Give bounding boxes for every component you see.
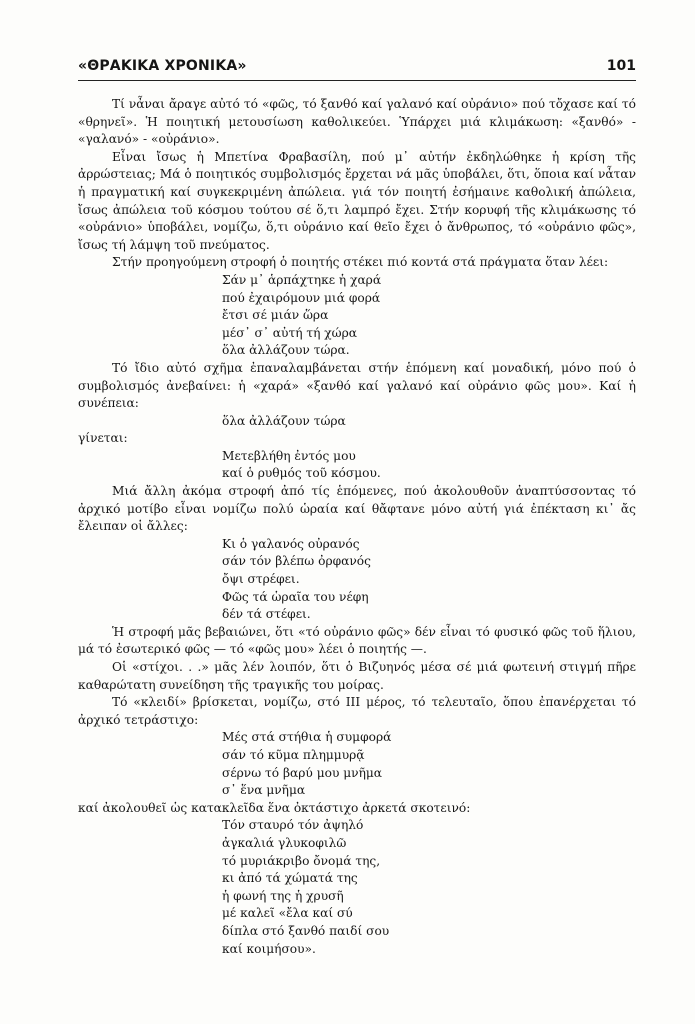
paragraph: Τό ἴδιο αὐτό σχῆμα ἐπαναλαμβάνεται στήν ἑπόμενη καί μοναδική, μόνο πού ὁ συμβολισμός ἀνεβαίνει: ἡ «χαρά» «ξανθό καί γαλανό καί οὐράνιο φῶς μου». Καί ἡ συνέπεια:: [78, 360, 636, 411]
verse-block: [78, 817, 636, 958]
verse-line: καί ὁ ρυθμός τοῦ κόσμου.: [222, 466, 381, 481]
paragraph: Τό «κλειδί» βρίσκεται, νομίζω, στό ΙΙΙ μέρος, τό τελευταῖο, ὅπου ἐπανέρχεται τό ἀρχικό τετράστιχο:: [78, 695, 636, 727]
verse-line: ἔτσι σέ μιάν ὥρα: [222, 308, 329, 323]
verse-line: ὅλα ἀλλάζουν τώρα: [222, 413, 346, 428]
verse-line: πού ἐχαιρόμουν μιά φορά: [222, 290, 381, 305]
paragraph: Στήν προηγούμενη στροφή ὁ ποιητής στέκει πιό κοντά στά πράγματα ὅταν λέει:: [112, 255, 609, 270]
verse-line: Σάν μ᾿ ἁρπάχτηκε ἡ χαρά: [222, 272, 382, 287]
verse-line: καί κοιμήσου».: [222, 941, 316, 956]
page-number: 101: [606, 58, 636, 74]
verse-line: σέρνω τό βαρύ μου μνῆμα: [222, 765, 383, 780]
paragraph: Τί νἆναι ἄραγε αὐτό τό «φῶς, τό ξανθό καί γαλανό καί οὐράνιο» πού τὄχασε καί τό «θρηνεῖ». Ἡ ποιητική μετουσίωση καθολικεύει. Ὑπάρχει μιά κλιμάκωση: «ξανθό» - «γαλανό» - «οὐράνιο».: [78, 97, 636, 147]
verse-line: δίπλα στό ξανθό παιδί σου: [222, 923, 390, 938]
paragraph: Ἡ στροφή μᾶς βεβαιώνει, ὅτι «τό οὐράνιο φῶς» δέν εἶναι τό φυσικό φῶς τοῦ ἥλιου, μά τό ἐσωτερικό φῶς — τό «φῶς μου» λέει ὁ ποιητής —.: [78, 624, 636, 657]
verse-line: σάν τό κῦμα πλημμυρᾷ: [222, 747, 365, 762]
verse-line: σάν τόν βλέπω ὀρφανός: [222, 554, 371, 569]
verse-line: Φῶς τά ὡραῖα του νέφη: [222, 589, 369, 604]
verse-line: σ᾿ ἕνα μνῆμα: [222, 783, 306, 798]
verse-block: [78, 272, 636, 360]
verse-line: μέ καλεῖ «ἔλα καί σύ: [222, 906, 353, 921]
article-body: [78, 96, 636, 958]
verse-block: [78, 448, 636, 483]
verse-line: Μές στά στήθια ἡ συμφορά: [222, 730, 392, 745]
verse-line: Τόν σταυρό τόν ἀψηλό: [222, 818, 364, 833]
paragraph: γίνεται:: [78, 431, 128, 446]
verse-line: δέν τά στέφει.: [222, 607, 311, 622]
verse-line: μέσ᾿ σ᾿ αὐτή τή χώρα: [222, 325, 358, 340]
verse-block: [78, 413, 636, 431]
verse-block: [78, 729, 636, 799]
verse-line: ὅλα ἀλλάζουν τώρα.: [222, 343, 350, 358]
header-rule: [78, 80, 636, 81]
verse-block: [78, 536, 636, 624]
verse-line: κι ἀπό τά χώματά της: [222, 871, 358, 886]
verse-line: τό μυριάκριβο ὄνομά της,: [222, 853, 381, 868]
page-header: [78, 58, 636, 80]
verse-line: Μετεβλήθη ἐντός μου: [222, 448, 356, 463]
running-head: «ΘΡΑΚΙΚΑ ΧΡΟΝΙΚΑ»: [78, 58, 247, 74]
verse-line: ἡ φωνή της ἡ χρυσῆ: [222, 888, 344, 903]
paragraph: Εἶναι ἴσως ἡ Μπετίνα Φραβασίλη, πού μ᾿ αὐτήν ἐκδηλώθηκε ἡ κρίση τῆς ἀρρώστειας; Μά ὁ ποιητικός συμβολισμός ἔρχεται νά μᾶς ὑποβάλει, ὅτι, ὅποια καί νἆταν ἡ πραγματική καί συγκεκριμένη ἀπώλεια. γιά τόν ποιητή ἐσήμαινε καθολική ἀπώλεια, ἴσως ἀπώλεια τοῦ κόσμου τούτου σέ ὅ,τι λαμπρό ἔχει. Στήν κορυφή τῆς κλιμάκωσης τό «οὐράνιο» ὑποβάλει, νομίζω, ὅ,τι οὐράνιο καί θεῖο ἔχει ὁ ἄνθρωπος, τό «οὐράνιο φῶς», ἴσως τή λάμψη τοῦ πνεύματος.: [78, 149, 636, 252]
verse-line: Κι ὁ γαλανός οὐρανός: [222, 536, 360, 551]
paragraph: Μιά ἄλλη ἀκόμα στροφή ἀπό τίς ἑπόμενες, πού ἀκολουθοῦν ἀναπτύσσοντας τό ἀρχικό μοτίβο εἶναι νομίζω πολύ ὡραία καί θἄφτανε μόνο αὐτή γιά ἐπέκταση κι᾿ ἄς ἔλειπαν οἱ ἄλλες:: [78, 484, 636, 534]
verse-line: ἀγκαλιά γλυκοφιλῶ: [222, 835, 347, 850]
paragraph: Οἱ «στίχοι. . .» μᾶς λέν λοιπόν, ὅτι ὁ Βιζυηνός μέσα σέ μιά φωτεινή στιγμή πῆρε καθαρώτατη συνείδηση τῆς τραγικῆς του μοίρας.: [78, 660, 636, 692]
paragraph: καί ἀκολουθεῖ ὡς κατακλεῖδα ἕνα ὀκτάστιχο ἀρκετά σκοτεινό:: [78, 800, 471, 815]
verse-line: ὄψι στρέφει.: [222, 572, 300, 587]
